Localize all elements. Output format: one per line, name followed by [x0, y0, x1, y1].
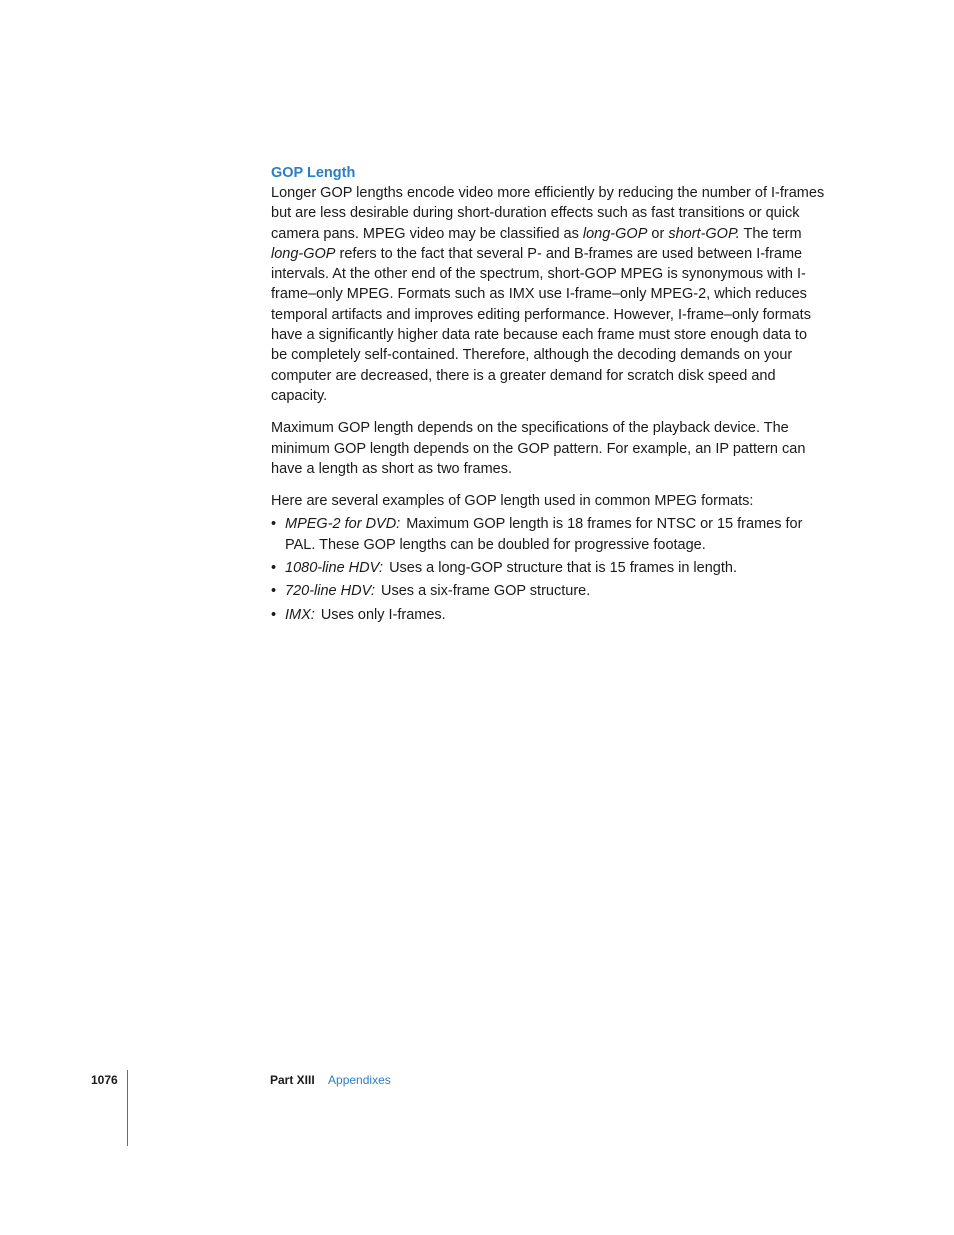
emphasized-term: short-GOP. [668, 225, 740, 242]
list-item-720-hdv [271, 581, 827, 601]
bullet-icon: • [271, 516, 277, 533]
emphasized-term: long-GOP [271, 245, 336, 262]
emphasized-term: long-GOP [582, 225, 648, 242]
paragraph-text: Longer GOP lengths encode video more efficiently by reducing the number of I-frames but are less desirable during short-duration effects such as fast transitions or quick camera pans. MPEG video may be classified as [271, 185, 825, 242]
section-heading: GOP Length [271, 165, 356, 181]
paragraph-text: The term [739, 225, 802, 242]
footer-divider [127, 1070, 128, 1146]
list-item-imx [271, 605, 827, 625]
paragraph-gop-length-limits: Maximum GOP length depends on the specifications of the playback device. The minimum GOP length depends on the GOP pattern. For example, an IP pattern can have a length as short as two frames. [271, 420, 806, 477]
list-item-term: IMX: [285, 606, 315, 623]
list-item-mpeg2-dvd [271, 514, 827, 555]
footer-part [270, 1073, 391, 1087]
bullet-icon: • [271, 560, 277, 577]
paragraph-gop-intro [271, 183, 827, 406]
main-content [271, 163, 827, 628]
list-item-term: 720-line HDV: [285, 583, 376, 600]
bullet-icon: • [271, 606, 277, 623]
list-item-text: Uses only I-frames. [320, 606, 446, 623]
list-item-text: Uses a six-frame GOP structure. [381, 583, 591, 600]
gop-examples-list [271, 514, 827, 624]
section-link[interactable]: Appendixes [328, 1073, 391, 1087]
part-label: Part XIII [270, 1073, 315, 1087]
list-item-text: Uses a long-GOP structure that is 15 frames in length. [389, 560, 737, 577]
page-number: 1076 [91, 1073, 118, 1087]
paragraph-text: refers to the fact that several P- and B-frames are used between I-frame intervals. At the other end of the spectrum, short-GOP MPEG is synonymous with I-frame–only MPEG. Formats such as IMX use I-frame–only MPEG-2, which reduces temporal artifacts and improves editing performance. However, I-frame–only formats have a significantly higher data rate because each frame must store enough data to be completely self-contained. Therefore, although the decoding demands on your computer are decreased, there is a greater demand for scratch disk speed and capacity. [271, 245, 811, 404]
list-item-term: 1080-line HDV: [285, 560, 384, 577]
list-item-term: MPEG-2 for DVD: [285, 516, 401, 533]
paragraph-text: or [647, 225, 669, 242]
list-item-1080-hdv [271, 558, 827, 578]
list-item-text: Maximum GOP length is 18 frames for NTSC or 15 frames for PAL. These GOP lengths can be doubled for progressive footage. [285, 516, 803, 553]
bullet-icon: • [271, 583, 277, 600]
paragraph-examples-intro: Here are several examples of GOP length used in common MPEG formats: [271, 493, 754, 510]
